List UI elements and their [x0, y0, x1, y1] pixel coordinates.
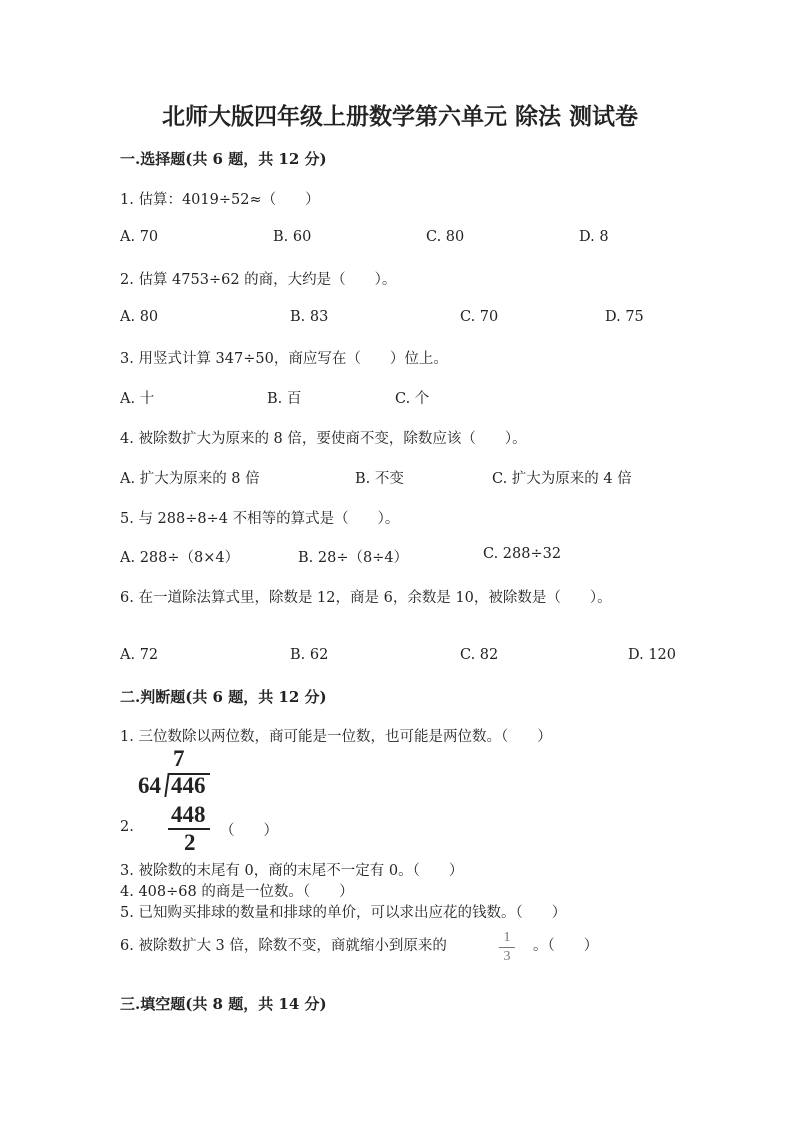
choice-6-option-d: D. 120	[628, 647, 677, 663]
choice-3-option-b: B. 百	[267, 391, 302, 407]
fraction-denominator: 3	[503, 949, 511, 964]
choice-6-option-b: B. 62	[290, 647, 329, 663]
fraction-numerator: 1	[503, 930, 511, 945]
choice-question-6: 6. 在一道除法算式里，除数是 12，商是 6，余数是 10，被除数是（ ）。	[120, 590, 612, 606]
choice-2-option-c: C. 70	[460, 309, 499, 325]
judge-question-2-answer: （ ）	[220, 823, 278, 839]
choice-question-4: 4. 被除数扩大为原来的 8 倍，要使商不变，除数应该（ ）。	[120, 431, 527, 447]
long-division-dividend: 446	[171, 773, 206, 798]
choice-5-option-b: B. 28÷（8÷4）	[298, 550, 409, 566]
choice-4-option-a: A. 扩大为原来的 8 倍	[120, 471, 260, 487]
division-bracket-side	[164, 773, 169, 797]
judge-question-4: 4. 408÷68 的商是一位数。（ ）	[120, 884, 354, 900]
choice-2-option-a: A. 80	[120, 309, 159, 325]
judge-question-6-answer: 。（ ）	[533, 938, 599, 954]
long-division-remainder: 2	[184, 830, 196, 855]
page-title: 北师大版四年级上册数学第六单元 除法 测试卷	[161, 103, 638, 130]
choice-question-5: 5. 与 288÷8÷4 不相等的算式是（ ）。	[120, 511, 400, 527]
fraction-bar	[499, 947, 515, 948]
choice-1-option-a: A. 70	[120, 229, 159, 245]
choice-5-option-c: C. 288÷32	[483, 546, 562, 562]
long-division-quotient: 7	[173, 746, 185, 771]
long-division-figure	[128, 746, 218, 858]
choice-question-3: 3. 用竖式计算 347÷50，商应写在（ ）位上。	[120, 351, 448, 367]
choice-3-option-a: A. 十	[120, 391, 155, 407]
judge-question-3: 3. 被除数的末尾有 0，商的末尾不一定有 0。（ ）	[120, 863, 464, 879]
choice-6-option-a: A. 72	[120, 647, 159, 663]
choice-1-option-b: B. 60	[273, 229, 312, 245]
choice-5-option-a: A. 288÷（8×4）	[120, 550, 240, 566]
choice-4-option-b: B. 不变	[355, 471, 404, 487]
choice-3-option-c: C. 个	[395, 391, 430, 407]
choice-question-2: 2. 估算 4753÷62 的商，大约是（ ）。	[120, 272, 397, 288]
choice-2-option-d: D. 75	[605, 309, 644, 325]
judge-question-1: 1. 三位数除以两位数，商可能是一位数，也可能是两位数。（ ）	[120, 729, 552, 745]
fraction-one-third	[496, 930, 518, 965]
long-division-divisor: 64	[138, 773, 161, 798]
choice-1-option-c: C. 80	[426, 229, 465, 245]
judge-question-2-number: 2.	[120, 819, 134, 835]
long-division-product: 448	[171, 802, 206, 827]
choice-question-1: 1. 估算：4019÷52≈（ ）	[120, 192, 320, 208]
judge-question-6: 6. 被除数扩大 3 倍，除数不变，商就缩小到原来的	[120, 938, 447, 954]
choice-1-option-d: D. 8	[579, 229, 609, 245]
section-heading-judge: 二.判断题(共 6 题，共 12 分)	[120, 688, 327, 706]
choice-6-option-c: C. 82	[460, 647, 499, 663]
section-heading-fill: 三.填空题(共 8 题，共 14 分)	[120, 995, 327, 1013]
choice-2-option-b: B. 83	[290, 309, 329, 325]
choice-4-option-c: C. 扩大为原来的 4 倍	[492, 471, 632, 487]
section-heading-choice: 一.选择题(共 6 题，共 12 分)	[120, 150, 327, 168]
judge-question-5: 5. 已知购买排球的数量和排球的单价，可以求出应花的钱数。（ ）	[120, 905, 567, 921]
